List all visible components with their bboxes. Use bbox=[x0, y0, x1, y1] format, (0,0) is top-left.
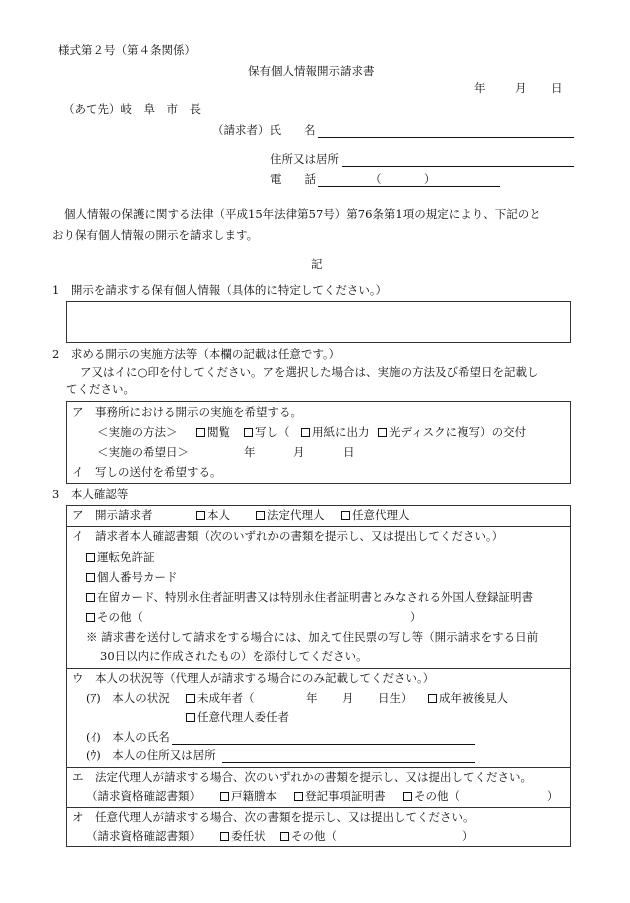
section-2-option-a[interactable]: ア 事務所における開示の実施を希望する。 bbox=[72, 405, 302, 419]
divider bbox=[66, 807, 571, 808]
legal-agent-docs-sub-label: （請求資格確認書類） bbox=[86, 789, 201, 803]
divider bbox=[66, 767, 571, 768]
voluntary-agent-other-option[interactable]: その他（ bbox=[280, 830, 337, 844]
principal-name-field[interactable] bbox=[172, 732, 475, 745]
requester-address-label: 住所又は居所 bbox=[270, 152, 339, 166]
method-view-option[interactable]: 閲覧 bbox=[196, 426, 230, 440]
principal-address-label: (ｳ) 本人の住所又は居所 bbox=[86, 748, 216, 762]
checkbox-icon[interactable] bbox=[256, 511, 265, 520]
power-of-attorney-option[interactable]: 委任状 bbox=[220, 830, 266, 844]
requester-phone-label: 電 話 bbox=[270, 172, 316, 186]
minor-birth-day: 日生） bbox=[378, 691, 413, 705]
checkbox-icon[interactable] bbox=[86, 593, 95, 602]
requester-name-label: （請求者）氏 名 bbox=[212, 123, 316, 137]
requester-type-label: ア 開示請求者 bbox=[72, 508, 153, 522]
drivers-license-option[interactable]: 運転免許証 bbox=[86, 551, 155, 565]
checkbox-icon[interactable] bbox=[428, 694, 437, 703]
requester-name-field[interactable] bbox=[318, 125, 574, 138]
mailing-note-line-2: 30日以内に作成されたもの）を添付してください。 bbox=[100, 649, 368, 663]
date-day-label: 日 bbox=[551, 81, 563, 95]
my-number-card-option[interactable]: 個人番号カード bbox=[86, 571, 178, 585]
legal-agent-docs-label: エ 法定代理人が請求する場合、次のいずれかの書類を提示し、又は提出してください。 bbox=[72, 770, 532, 784]
residence-card-option[interactable]: 在留カード、特別永住者証明書又は特別永住者証明書とみなされる外国人登録証明書 bbox=[86, 591, 533, 605]
section-2-heading: 2 求める開示の実施方法等（本欄の記載は任意です。） bbox=[52, 347, 341, 361]
requester-legal-agent-option[interactable]: 法定代理人 bbox=[256, 509, 325, 523]
phone-paren-close: ） bbox=[424, 172, 436, 186]
requester-address-field[interactable] bbox=[342, 154, 574, 167]
voluntary-agent-docs-sub-label: （請求資格確認書類） bbox=[86, 829, 201, 843]
section-2-note-line-1: ア又はイに○印を付してください。アを選択した場合は、実施の方法及び希望日を記載し bbox=[80, 365, 539, 379]
page-title: 保有個人情報開示請求書 bbox=[248, 64, 375, 78]
checkbox-icon[interactable] bbox=[341, 511, 350, 520]
minor-birth-month: 月 bbox=[342, 691, 354, 705]
date-label: ＜実施の希望日＞ bbox=[97, 445, 189, 459]
checkbox-icon[interactable] bbox=[294, 792, 303, 801]
checkbox-icon[interactable] bbox=[86, 553, 95, 562]
principal-address-field[interactable] bbox=[222, 750, 475, 763]
checkbox-icon[interactable] bbox=[186, 694, 195, 703]
checkbox-icon[interactable] bbox=[403, 792, 412, 801]
voluntary-agent-docs-label: オ 任意代理人が請求する場合、次の書類を提示し、又は提出してください。 bbox=[72, 810, 475, 824]
addressee: （あて先）岐 阜 市 長 bbox=[63, 102, 201, 116]
minor-birth-year: 年 bbox=[306, 691, 318, 705]
method-label: ＜実施の方法＞ bbox=[97, 425, 178, 439]
preferred-date-day: 日 bbox=[343, 445, 355, 459]
divider bbox=[66, 668, 571, 669]
id-other-close: ） bbox=[410, 610, 422, 624]
checkbox-icon[interactable] bbox=[86, 613, 95, 622]
requester-self-option[interactable]: 本人 bbox=[196, 509, 230, 523]
requester-voluntary-agent-option[interactable]: 任意代理人 bbox=[341, 509, 410, 523]
section-3-heading: 3 本人確認等 bbox=[52, 487, 129, 501]
requester-phone-field[interactable] bbox=[318, 174, 500, 187]
preferred-date-month: 月 bbox=[293, 445, 305, 459]
form-number: 様式第２号（第４条関係） bbox=[58, 43, 196, 57]
delegator-option[interactable]: 任意代理人委任者 bbox=[186, 711, 289, 725]
checkbox-icon[interactable] bbox=[86, 573, 95, 582]
principal-status-sub-label: (ｱ) 本人の状況 bbox=[86, 691, 170, 705]
preferred-date-year: 年 bbox=[244, 445, 256, 459]
checkbox-icon[interactable] bbox=[378, 428, 387, 437]
section-1-input-box[interactable] bbox=[66, 301, 571, 343]
checkbox-icon[interactable] bbox=[186, 713, 195, 722]
section-2-option-i[interactable]: イ 写しの送付を希望する。 bbox=[72, 465, 222, 479]
adult-ward-option[interactable]: 成年被後見人 bbox=[428, 692, 508, 706]
checkbox-icon[interactable] bbox=[280, 832, 289, 841]
intro-line-1: 個人情報の保護に関する法律（平成15年法律第57号）第76条第1項の規定により、下記のと bbox=[64, 207, 541, 221]
id-other-option[interactable]: その他（ bbox=[86, 611, 143, 625]
checkbox-icon[interactable] bbox=[301, 428, 310, 437]
id-documents-label: イ 請求者本人確認書類（次のいずれかの書類を提示し、又は提出してください。） bbox=[72, 529, 504, 543]
checkbox-icon[interactable] bbox=[244, 428, 253, 437]
legal-agent-other-option[interactable]: その他（ bbox=[403, 790, 460, 804]
divider bbox=[66, 526, 571, 527]
principal-status-label: ウ 本人の状況等（代理人が請求する場合にのみ記載してください。） bbox=[72, 671, 435, 685]
method-paper-option[interactable]: 用紙に出力 bbox=[301, 426, 370, 440]
mailing-note-line-1: ※ 請求書を送付して請求をする場合には、加えて住民票の写し等（開示請求をする日前 bbox=[86, 630, 539, 644]
phone-paren-open: （ bbox=[370, 172, 382, 186]
registry-certificate-option[interactable]: 登記事項証明書 bbox=[294, 790, 386, 804]
section-2-note-line-2: てください。 bbox=[66, 382, 135, 396]
principal-name-label: (ｲ) 本人の氏名 bbox=[86, 730, 170, 744]
date-year-label: 年 bbox=[474, 81, 486, 95]
voluntary-agent-other-close: ） bbox=[462, 829, 474, 843]
method-disc-option[interactable]: 光ディスクに複写）の交付 bbox=[378, 426, 526, 440]
family-register-option[interactable]: 戸籍謄本 bbox=[220, 790, 277, 804]
checkbox-icon[interactable] bbox=[196, 511, 205, 520]
checkbox-icon[interactable] bbox=[220, 832, 229, 841]
date-month-label: 月 bbox=[515, 81, 527, 95]
checkbox-icon[interactable] bbox=[196, 428, 205, 437]
checkbox-icon[interactable] bbox=[220, 792, 229, 801]
legal-agent-other-close: ） bbox=[547, 789, 559, 803]
minor-option[interactable]: 未成年者（ bbox=[186, 692, 255, 706]
intro-line-2: おり保有個人情報の開示を請求します。 bbox=[52, 228, 259, 242]
method-copy-option[interactable]: 写し（ bbox=[244, 426, 290, 440]
section-1-heading: 1 開示を請求する保有個人情報（具体的に特定してください。） bbox=[52, 283, 388, 297]
ki-mark: 記 bbox=[311, 257, 323, 271]
